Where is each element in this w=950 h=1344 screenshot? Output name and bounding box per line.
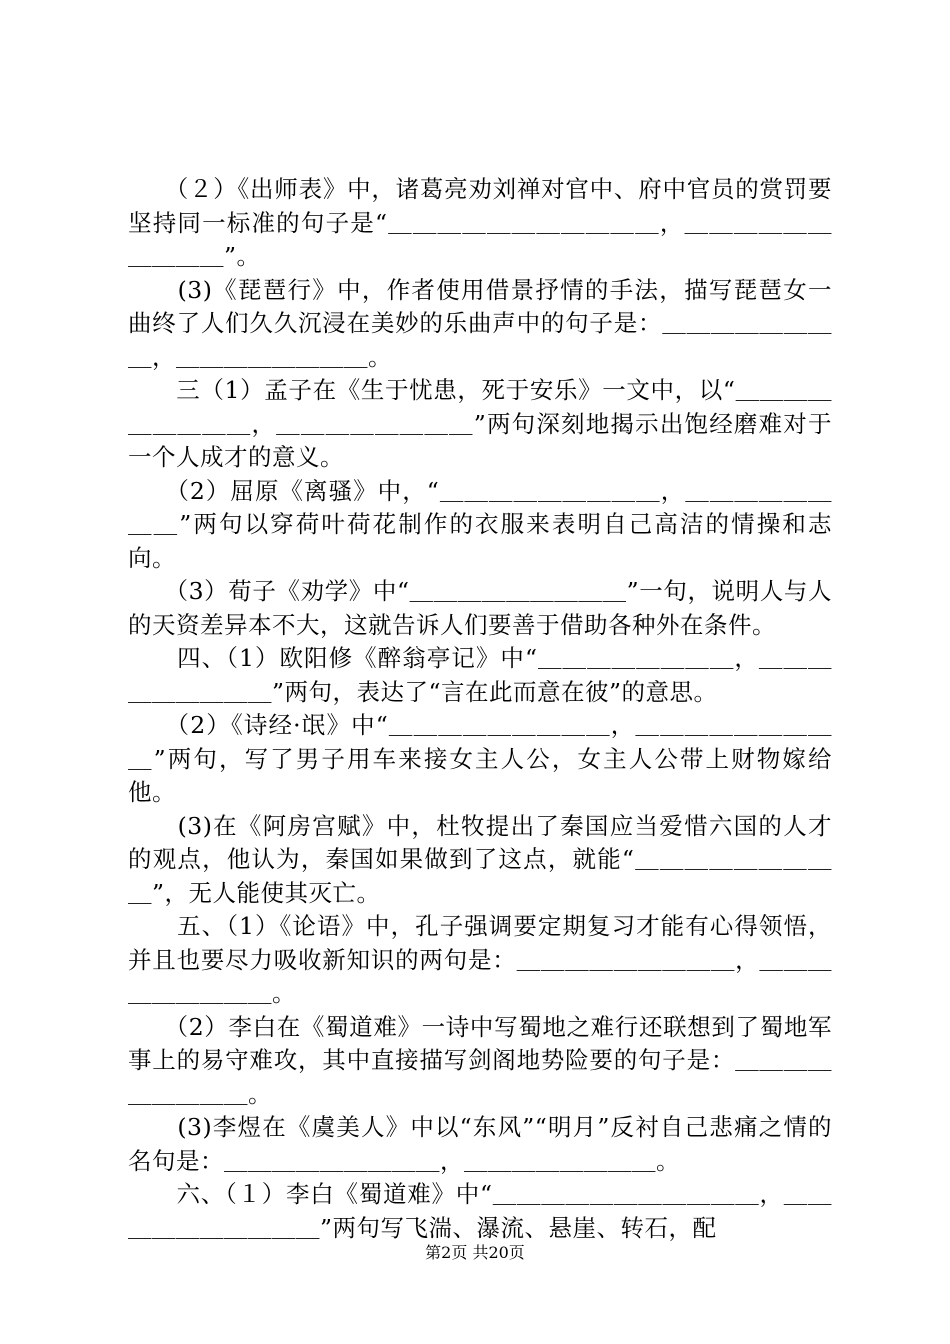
paragraph: (3)《琵琶行》中，作者使用借景抒情的手法，描写琵琶女一曲终了人们久久沉浸在美妙的乐曲声中的句子是：＿＿＿＿＿＿＿＿，＿＿＿＿＿＿＿＿。	[128, 275, 832, 371]
document-body	[128, 173, 832, 1245]
paragraph: 六、（１）李白《蜀道难》中“＿＿＿＿＿＿＿＿＿＿＿，＿＿＿＿＿＿＿＿＿＿”两句写飞湍、瀑流、悬崖、转石，配	[128, 1180, 832, 1242]
paragraph: 三（1）孟子在《生于忧患，死于安乐》一文中，以“＿＿＿＿＿＿＿＿＿，＿＿＿＿＿＿＿＿”两句深刻地揭示出饱经磨难对于一个人成才的意义。	[128, 376, 832, 471]
paragraph: (3)在《阿房宫赋》中，杜牧提出了秦国应当爱惜六国的人才的观点，他认为，秦国如果做到了这点，就能“＿＿＿＿＿＿＿＿＿”，无人能使其灭亡。	[128, 811, 832, 907]
paragraph: （2）《诗经·氓》中“＿＿＿＿＿＿＿＿＿，＿＿＿＿＿＿＿＿＿”两句，写了男子用车来接女主人公，女主人公带上财物嫁给他。	[128, 711, 832, 806]
paragraph: 五、（1）《论语》中，孔子强调要定期复习才能有心得领悟，并且也要尽力吸收新知识的两句是：＿＿＿＿＿＿＿＿＿，＿＿＿＿＿＿＿＿＿。	[128, 912, 832, 1007]
paragraph: （3）荀子《劝学》中“＿＿＿＿＿＿＿＿＿”一句，说明人与人的天资差异本不大，这就告诉人们要善于借助各种外在条件。	[128, 577, 832, 639]
paragraph: (3)李煜在《虞美人》中以“东风”“明月”反衬自己悲痛之情的名句是：＿＿＿＿＿＿＿＿＿，＿＿＿＿＿＿＿＿。	[128, 1113, 832, 1175]
paragraph: （２）《出师表》中，诸葛亮劝刘禅对官中、府中官员的赏罚要坚持同一标准的句子是“＿＿＿＿＿＿＿＿＿＿＿，＿＿＿＿＿＿＿＿＿＿”。	[128, 175, 832, 270]
paragraph: （2）李白在《蜀道难》一诗中写蜀地之难行还联想到了蜀地军事上的易守难攻，其中直接描写剑阁地势险要的句子是：＿＿＿＿＿＿＿＿＿。	[128, 1012, 832, 1108]
page-footer: 第2页 共20页	[425, 1243, 525, 1262]
paragraph: （2）屈原《离骚》中，“＿＿＿＿＿＿＿＿＿，＿＿＿＿＿＿＿＿”两句以穿荷叶荷花制作的衣服来表明自己高洁的情操和志向。	[128, 476, 832, 572]
paragraph: 四、（1）欧阳修《醉翁亭记》中“＿＿＿＿＿＿＿＿，＿＿＿＿＿＿＿＿＿”两句，表达了“言在此而意在彼”的意思。	[128, 644, 832, 706]
